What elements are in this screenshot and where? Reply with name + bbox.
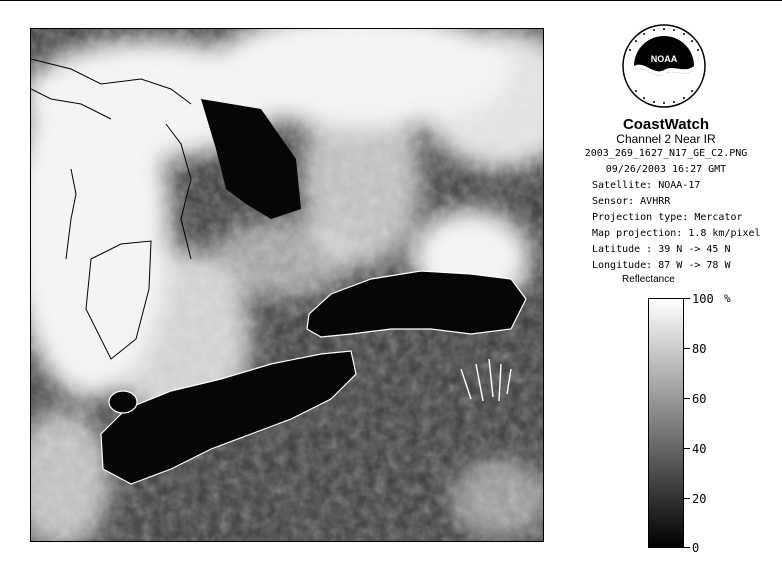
scale-tick-label: 80: [692, 342, 707, 356]
scale-tick: [684, 298, 690, 299]
scale-label: Reflectance: [622, 274, 675, 285]
scale-tick: [684, 547, 690, 548]
latitude-range: Latitude : 39 N -> 45 N: [592, 244, 731, 255]
info-panel: [556, 10, 776, 570]
scale-tick: [684, 498, 690, 499]
date-time: 09/26/2003 16:27 GMT: [605, 164, 727, 175]
svg-text:NOAA: NOAA: [650, 54, 678, 64]
channel-subtitle: Channel 2 Near IR: [616, 132, 716, 146]
filename: 2003_269_1627_N17_GE_C2.PNG: [584, 148, 748, 159]
product-title: CoastWatch: [622, 116, 710, 133]
sensor-info: Sensor: AVHRR: [592, 196, 671, 207]
scale-tick-label: 100: [692, 292, 714, 306]
scale-tick-label: 40: [692, 442, 707, 456]
scale-tick: [684, 448, 690, 449]
scale-tick: [684, 398, 690, 399]
scale-tick: [684, 348, 690, 349]
noaa-logo-icon: [622, 24, 706, 108]
top-border: [0, 0, 782, 1]
satellite-image: [30, 28, 544, 542]
lake-st-clair: [109, 391, 137, 413]
scale-tick-label: 0: [692, 541, 700, 555]
scale-unit: %: [724, 292, 731, 305]
scale-tick-label: 60: [692, 392, 707, 406]
projection-type: Projection type: Mercator: [592, 212, 743, 223]
satellite-info: Satellite: NOAA-17: [592, 180, 701, 191]
map-projection: Map projection: 1.8 km/pixel: [592, 228, 761, 239]
scale-tick-label: 20: [692, 492, 707, 506]
longitude-range: Longitude: 87 W -> 78 W: [592, 260, 731, 271]
reflectance-scale-bar: [648, 298, 684, 548]
